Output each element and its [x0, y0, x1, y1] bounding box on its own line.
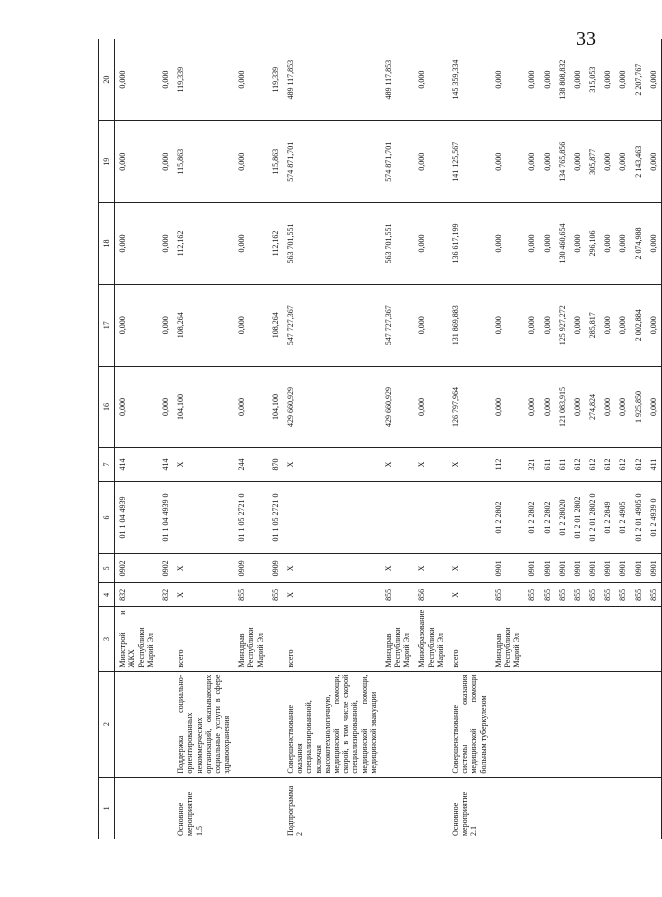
- table-row: [381, 39, 415, 839]
- table-cell-c1: [646, 777, 662, 839]
- table-row: [524, 39, 539, 839]
- table-body: [115, 39, 662, 839]
- table-cell-c16: 0,000: [600, 366, 615, 448]
- table-cell-c17: 0,000: [615, 284, 630, 366]
- table-cell-c16: 0,000: [491, 366, 525, 448]
- table-cell-c4: 855: [381, 583, 415, 607]
- table-cell-c19: 0,000: [524, 121, 539, 203]
- table-cell-c5: 0901: [540, 554, 555, 583]
- table-cell-c18: 2 074,988: [631, 203, 646, 285]
- table-cell-c7: 870: [268, 448, 283, 481]
- table-cell-c5: 0901: [555, 554, 570, 583]
- table-cell-c16: 0,000: [234, 366, 268, 448]
- table-cell-c19: 141 125,567: [448, 121, 491, 203]
- table-cell-c20: 489 117,853: [381, 39, 415, 121]
- table-cell-c2: [585, 671, 600, 777]
- table-cell-c3: Минобразование Республики Марий Эл: [414, 607, 448, 671]
- table-cell-c20: 0,000: [158, 39, 173, 121]
- table-cell-c6: [448, 481, 491, 554]
- column-header: 20: [99, 39, 115, 121]
- table-cell-c20: 0,000: [615, 39, 630, 121]
- table-cell-c16: 104,100: [268, 366, 283, 448]
- table-cell-c17: 547 727,367: [381, 284, 415, 366]
- table-cell-c16: 0,000: [158, 366, 173, 448]
- table-cell-c18: 563 701,551: [283, 203, 381, 285]
- table-cell-c16: 429 660,929: [381, 366, 415, 448]
- table-cell-c19: 0,000: [234, 121, 268, 203]
- column-header: 6: [99, 481, 115, 554]
- table-cell-c4: 855: [600, 583, 615, 607]
- table-row: [540, 39, 555, 839]
- table-cell-c17: 0,000: [600, 284, 615, 366]
- table-cell-c18: 0,000: [524, 203, 539, 285]
- table-cell-c18: 112,162: [173, 203, 234, 285]
- table-row: [115, 39, 158, 839]
- table-cell-c17: 0,000: [234, 284, 268, 366]
- table-cell-c17: 108,264: [268, 284, 283, 366]
- table-cell-c4: 855: [646, 583, 662, 607]
- table-cell-c20: 0,000: [600, 39, 615, 121]
- table-cell-c4: 855: [555, 583, 570, 607]
- table-cell-c16: 0,000: [524, 366, 539, 448]
- table-cell-c16: 1 925,850: [631, 366, 646, 448]
- table-cell-c5: Х: [283, 554, 381, 583]
- table-cell-c3: [615, 607, 630, 671]
- table-cell-c6: [381, 481, 415, 554]
- table-cell-c7: 612: [631, 448, 646, 481]
- table-cell-c5: 0901: [585, 554, 600, 583]
- table-cell-c4: 832: [115, 583, 158, 607]
- table-cell-c20: 2 207,767: [631, 39, 646, 121]
- table-cell-c19: 0,000: [600, 121, 615, 203]
- table-cell-c17: 0,000: [570, 284, 585, 366]
- table-cell-c7: 321: [524, 448, 539, 481]
- table-cell-c4: 855: [615, 583, 630, 607]
- table-cell-c17: 125 927,272: [555, 284, 570, 366]
- table-cell-c4: 856: [414, 583, 448, 607]
- table-cell-c1: [540, 777, 555, 839]
- table-row: [158, 39, 173, 839]
- table-cell-c7: Х: [414, 448, 448, 481]
- table-cell-c16: 104,100: [173, 366, 234, 448]
- table-cell-c3: [555, 607, 570, 671]
- table-cell-c18: 0,000: [600, 203, 615, 285]
- table-cell-c2: [158, 671, 173, 777]
- table-cell-c4: Х: [283, 583, 381, 607]
- table-cell-c17: 0,000: [524, 284, 539, 366]
- table-cell-c3: [570, 607, 585, 671]
- table-cell-c4: Х: [173, 583, 234, 607]
- table-cell-c4: 855: [524, 583, 539, 607]
- table-cell-c2: [646, 671, 662, 777]
- table-cell-c19: 0,000: [158, 121, 173, 203]
- header-row: [99, 39, 115, 839]
- table-row: [491, 39, 525, 839]
- rotated-table-container: [98, 39, 658, 839]
- table-cell-c4: 855: [631, 583, 646, 607]
- column-header: 19: [99, 121, 115, 203]
- table-row: [234, 39, 268, 839]
- column-header: 7: [99, 448, 115, 481]
- table-cell-c3: [600, 607, 615, 671]
- table-cell-c16: 0,000: [540, 366, 555, 448]
- table-cell-c7: 612: [615, 448, 630, 481]
- table-cell-c18: 0,000: [570, 203, 585, 285]
- table-cell-c5: 0909: [234, 554, 268, 583]
- column-header: 2: [99, 671, 115, 777]
- page-number: 33: [576, 28, 596, 50]
- table-cell-c1: Основное мероприятие 2.1: [451, 791, 479, 836]
- column-header: 16: [99, 366, 115, 448]
- table-row: [646, 39, 662, 839]
- table-cell-c4: 855: [570, 583, 585, 607]
- table-cell-c1: [555, 777, 570, 839]
- table-cell-c1: Подпрограмма 2: [286, 785, 305, 836]
- table-cell-c6: [414, 481, 448, 554]
- table-cell-c20: 119,339: [173, 39, 234, 121]
- table-cell-c7: Х: [283, 448, 381, 481]
- table-cell-c2: [600, 671, 615, 777]
- table-cell-c4: 832: [158, 583, 173, 607]
- table-cell-c5: 0901: [600, 554, 615, 583]
- table-row: [268, 39, 283, 839]
- table-cell-c4: 855: [234, 583, 268, 607]
- table-cell-c17: 285,817: [585, 284, 600, 366]
- table-cell-c6: 01 1 04 4939 0: [158, 481, 173, 554]
- table-cell-c3: [524, 607, 539, 671]
- table-cell-c16: 0,000: [646, 366, 662, 448]
- table-cell-c7: 414: [115, 448, 158, 481]
- table-cell-c5: 0901: [631, 554, 646, 583]
- table-cell-c17: 547 727,367: [283, 284, 381, 366]
- table-cell-c17: 0,000: [158, 284, 173, 366]
- column-header: 1: [99, 777, 115, 839]
- table-row: [414, 39, 448, 839]
- table-cell-c20: 0,000: [540, 39, 555, 121]
- table-cell-c2: [615, 671, 630, 777]
- budget-table: [98, 39, 662, 839]
- table-cell-c3: [540, 607, 555, 671]
- table-cell-c3: Минстрой и ЖКХ Республики Марий Эл: [115, 607, 158, 671]
- table-row: [615, 39, 630, 839]
- table-cell-c3: [646, 607, 662, 671]
- table-cell-c20: 315,053: [585, 39, 600, 121]
- table-cell-c6: 01 2 2802: [491, 481, 525, 554]
- table-cell-c17: 0,000: [115, 284, 158, 366]
- table-frame: [98, 39, 658, 839]
- table-cell-c3: [631, 607, 646, 671]
- table-cell-c3: Минздрав Республики Марий Эл: [491, 607, 525, 671]
- table-cell-c19: 305,877: [585, 121, 600, 203]
- table-cell-c16: 274,824: [585, 366, 600, 448]
- table-cell-c6: [283, 481, 381, 554]
- table-cell-c2: [491, 671, 525, 777]
- table-cell-c5: 0901: [615, 554, 630, 583]
- table-row: [631, 39, 646, 839]
- table-cell-c20: 489 117,853: [283, 39, 381, 121]
- table-cell-c7: Х: [173, 448, 234, 481]
- table-cell-c6: 01 2 01 4905 0: [631, 481, 646, 554]
- table-cell-c20: 0,000: [234, 39, 268, 121]
- table-cell-c18: 130 460,654: [555, 203, 570, 285]
- table-cell-c3: [158, 607, 173, 671]
- table-cell-c2: [540, 671, 555, 777]
- table-cell-c7: 612: [600, 448, 615, 481]
- table-cell-c5: 0901: [570, 554, 585, 583]
- table-cell-c6: 01 1 05 2721 0: [234, 481, 268, 554]
- table-cell-c4: 855: [268, 583, 283, 607]
- column-header: 17: [99, 284, 115, 366]
- table-cell-c2: [234, 671, 268, 777]
- table-cell-c7: 612: [570, 448, 585, 481]
- table-cell-c18: 0,000: [234, 203, 268, 285]
- table-cell-c16: 0,000: [115, 366, 158, 448]
- table-cell-c20: 145 359,334: [448, 39, 491, 121]
- table-cell-c2: [555, 671, 570, 777]
- table-cell-c2: [115, 671, 158, 777]
- table-cell-c17: 2 002,884: [631, 284, 646, 366]
- table-cell-c7: 244: [234, 448, 268, 481]
- table-cell-c2: [631, 671, 646, 777]
- table-cell-c6: 01 2 28020: [555, 481, 570, 554]
- table-cell-c7: 414: [158, 448, 173, 481]
- table-cell-c6: 01 1 05 2721 0: [268, 481, 283, 554]
- table-cell-c19: 0,000: [414, 121, 448, 203]
- table-cell-c20: 0,000: [414, 39, 448, 121]
- table-cell-c6: 01 2 2849: [600, 481, 615, 554]
- table-cell-c18: 563 701,551: [381, 203, 415, 285]
- table-cell-c19: 0,000: [615, 121, 630, 203]
- table-cell-c6: 01 2 4939 0: [646, 481, 662, 554]
- table-cell-c1: [615, 777, 630, 839]
- table-cell-c7: 611: [540, 448, 555, 481]
- table-cell-c5: 0901: [646, 554, 662, 583]
- table-cell-c20: 0,000: [524, 39, 539, 121]
- table-cell-c6: 01 2 01 2802 0: [585, 481, 600, 554]
- table-cell-c16: 126 797,964: [448, 366, 491, 448]
- table-row: [283, 39, 381, 839]
- table-cell-c5: 0902: [158, 554, 173, 583]
- table-cell-c19: 0,000: [570, 121, 585, 203]
- table-cell-c16: 0,000: [414, 366, 448, 448]
- table-cell-c4: 855: [491, 583, 525, 607]
- table-cell-c16: 429 660,929: [283, 366, 381, 448]
- table-cell-c6: 01 2 2802: [540, 481, 555, 554]
- table-row: [173, 39, 234, 839]
- table-cell-c3: всего: [448, 607, 491, 671]
- table-cell-c1: Основное мероприятие 1.5: [176, 791, 204, 836]
- table-cell-c20: 0,000: [646, 39, 662, 121]
- table-cell-c18: 0,000: [414, 203, 448, 285]
- table-cell-c5: Х: [381, 554, 415, 583]
- table-cell-c18: 0,000: [540, 203, 555, 285]
- table-cell-c18: 0,000: [491, 203, 525, 285]
- table-cell-c6: 01 1 04 4939: [115, 481, 158, 554]
- table-cell-c4: Х: [448, 583, 491, 607]
- table-cell-c4: 855: [585, 583, 600, 607]
- column-header: 4: [99, 583, 115, 607]
- table-cell-c1: [570, 777, 585, 839]
- table-cell-c19: 0,000: [646, 121, 662, 203]
- table-cell-c7: 112: [491, 448, 525, 481]
- table-cell-c3: всего: [283, 607, 381, 671]
- table-cell-c19: 574 871,701: [381, 121, 415, 203]
- table-cell-c2: Поддержка социально-ориентированных некоммерческих организаций, оказывающих социальные услуги в сфере здравоохранения: [173, 671, 234, 777]
- table-cell-c3: [268, 607, 283, 671]
- table-cell-c19: 2 143,463: [631, 121, 646, 203]
- table-cell-c1: [381, 777, 415, 839]
- table-cell-c19: 115,863: [268, 121, 283, 203]
- table-cell-c6: 01 2 01 2802: [570, 481, 585, 554]
- table-cell-c3: всего: [173, 607, 234, 671]
- table-cell-c2: Совершенствование оказания специализированной, включая высокотехнологичную, медицинской помощи, скорой, в том числе скорой специализированной, медицинской помощи, медицинской эвакуации: [283, 671, 381, 777]
- table-cell-c5: 0901: [491, 554, 525, 583]
- column-header: 5: [99, 554, 115, 583]
- table-row: [570, 39, 585, 839]
- table-cell-c1: [268, 777, 283, 839]
- table-cell-c7: 612: [585, 448, 600, 481]
- table-cell-c18: 112,162: [268, 203, 283, 285]
- table-cell-c5: Х: [173, 554, 234, 583]
- table-row: [585, 39, 600, 839]
- table-cell-c1: [491, 777, 525, 839]
- table-cell-c20: 119,339: [268, 39, 283, 121]
- table-cell-c1: [585, 777, 600, 839]
- table-cell-c17: 0,000: [414, 284, 448, 366]
- table-cell-c6: 01 2 4905: [615, 481, 630, 554]
- column-header: 18: [99, 203, 115, 285]
- table-cell-c1: [158, 777, 173, 839]
- table-cell-c2: [414, 671, 448, 777]
- table-cell-c7: Х: [448, 448, 491, 481]
- table-cell-c16: 121 083,915: [555, 366, 570, 448]
- table-cell-c7: Х: [381, 448, 415, 481]
- table-cell-c18: 296,106: [585, 203, 600, 285]
- table-cell-c17: 0,000: [646, 284, 662, 366]
- table-cell-c17: 131 869,883: [448, 284, 491, 366]
- table-cell-c7: 411: [646, 448, 662, 481]
- table-cell-c20: 0,000: [491, 39, 525, 121]
- table-cell-c18: 0,000: [158, 203, 173, 285]
- table-cell-c2: Совершенствование системы оказания медицинской помощи больным туберкулезом: [448, 671, 491, 777]
- table-row: [448, 39, 491, 839]
- table-cell-c18: 0,000: [115, 203, 158, 285]
- table-cell-c16: 0,000: [570, 366, 585, 448]
- table-cell-c1: [115, 777, 158, 839]
- table-cell-c17: 0,000: [491, 284, 525, 366]
- table-cell-c19: 0,000: [115, 121, 158, 203]
- table-cell-c19: 134 765,856: [555, 121, 570, 203]
- table-cell-c5: 0902: [115, 554, 158, 583]
- table-cell-c1: [600, 777, 615, 839]
- table-cell-c1: [524, 777, 539, 839]
- table-row: [600, 39, 615, 839]
- table-cell-c2: [524, 671, 539, 777]
- table-cell-c2: [570, 671, 585, 777]
- table-cell-c20: 138 808,832: [555, 39, 570, 121]
- table-cell-c19: 574 871,701: [283, 121, 381, 203]
- table-cell-c5: 0901: [524, 554, 539, 583]
- table-cell-c2: [381, 671, 415, 777]
- column-header: 3: [99, 607, 115, 671]
- table-cell-c18: 136 617,199: [448, 203, 491, 285]
- table-cell-c1: [631, 777, 646, 839]
- table-cell-c5: Х: [448, 554, 491, 583]
- table-cell-c4: 855: [540, 583, 555, 607]
- table-cell-c3: [585, 607, 600, 671]
- table-cell-c2: [268, 671, 283, 777]
- table-cell-c3: Минздрав Республики Марий Эл: [381, 607, 415, 671]
- table-cell-c6: 01 2 2802: [524, 481, 539, 554]
- table-row: [555, 39, 570, 839]
- table-cell-c1: [234, 777, 268, 839]
- table-cell-c17: 0,000: [540, 284, 555, 366]
- table-cell-c5: Х: [414, 554, 448, 583]
- table-cell-c3: Минздрав Республики Марий Эл: [234, 607, 268, 671]
- table-cell-c5: 0909: [268, 554, 283, 583]
- table-cell-c20: 0,000: [570, 39, 585, 121]
- table-cell-c16: 0,000: [615, 366, 630, 448]
- table-cell-c1: [414, 777, 448, 839]
- table-cell-c17: 108,264: [173, 284, 234, 366]
- table-cell-c19: 0,000: [540, 121, 555, 203]
- table-cell-c18: 0,000: [646, 203, 662, 285]
- table-cell-c20: 0,000: [115, 39, 158, 121]
- table-cell-c19: 115,863: [173, 121, 234, 203]
- table-cell-c18: 0,000: [615, 203, 630, 285]
- table-cell-c6: [173, 481, 234, 554]
- table-cell-c7: 611: [555, 448, 570, 481]
- table-cell-c19: 0,000: [491, 121, 525, 203]
